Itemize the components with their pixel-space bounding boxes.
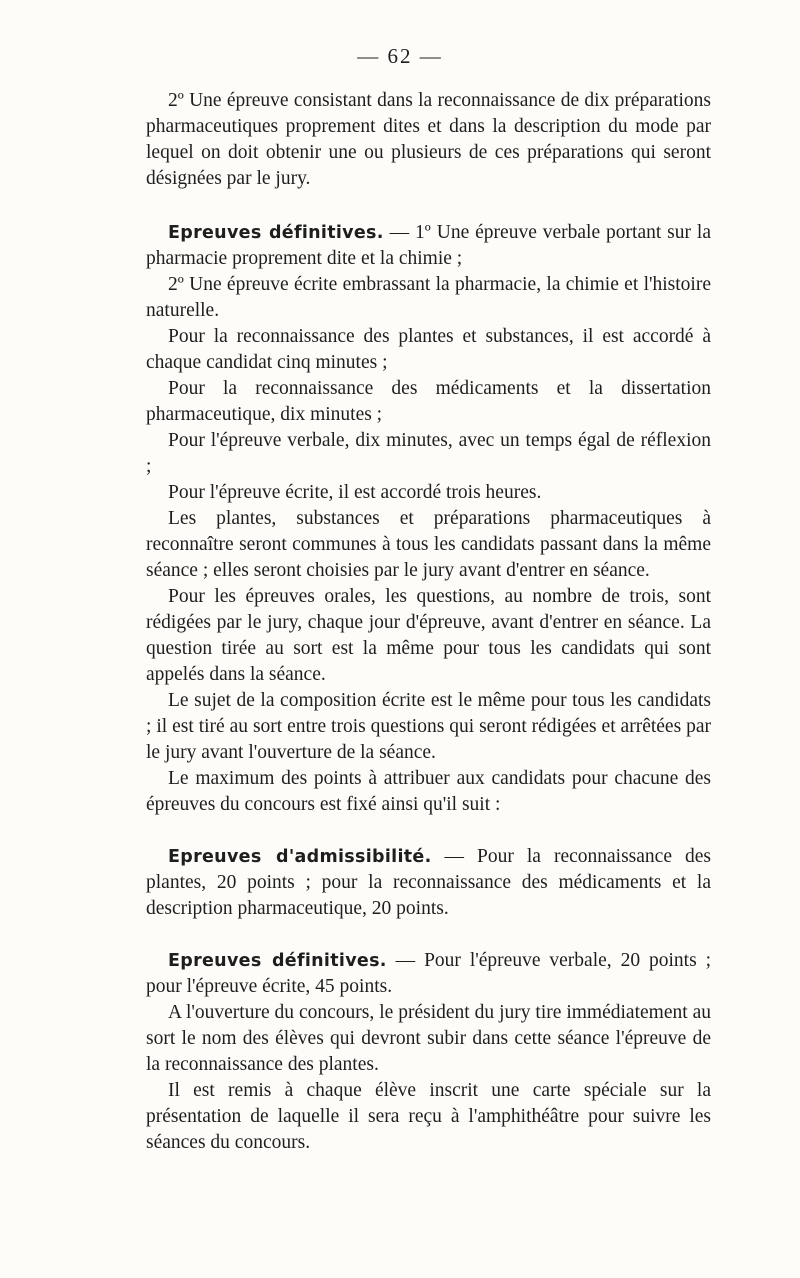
paragraph: 2º Une épreuve consistant dans la reconnaissance de dix préparations pharmaceutiques proprement dites et dans la description du mode par lequel on doit obtenir une ou plusieurs de ces préparations qui seront désignées par le jury.	[146, 90, 711, 189]
section-heading: Epreuves définitives.	[168, 223, 384, 243]
paragraph: Le sujet de la composition écrite est le même pour tous les candidats ; il est tiré au sort entre trois questions qui seront rédigées et arrêtées par le jury avant l'ouverture de la séance.	[146, 690, 711, 763]
paragraph: Les plantes, substances et préparations pharmaceutiques à reconnaître seront communes à tous les candidats passant dans la même séance ; elles seront choisies par le jury avant d'entrer en séance.	[146, 508, 711, 581]
section-definitives-1	[146, 220, 711, 272]
paragraph: Il est remis à chaque élève inscrit une carte spéciale sur la présentation de laquelle il sera reçu à l'amphithéâtre pour suivre les séances du concours.	[146, 1080, 711, 1153]
paragraph: Pour l'épreuve écrite, il est accordé trois heures.	[168, 482, 542, 503]
paragraph-text: — Pour l'épreuve verbale, 20 points ; pour l'épreuve écrite, 45 points.	[146, 950, 711, 997]
section-admissibilite	[146, 844, 711, 922]
paragraph: Pour l'épreuve verbale, dix minutes, avec un temps égal de réflexion ;	[146, 430, 711, 477]
paragraph: Le maximum des points à attribuer aux candidats pour chacune des épreuves du concours est fixé ainsi qu'il suit :	[146, 768, 711, 815]
page-number: — 62 —	[357, 44, 443, 68]
paragraph-text: — Pour la reconnaissance des plantes, 20 points ; pour la reconnaissance des médicaments et la description pharmaceutique, 20 points.	[146, 846, 711, 919]
paragraph: A l'ouverture du concours, le président du jury tire immédiatement au sort le nom des élèves qui devront subir dans cette séance l'épreuve de la reconnaissance des plantes.	[146, 1002, 711, 1075]
paragraph-text: — 1º Une épreuve verbale portant sur la pharmacie proprement dite et la chimie ;	[146, 222, 711, 269]
paragraph: 2º Une épreuve écrite embrassant la pharmacie, la chimie et l'histoire naturelle.	[146, 274, 711, 321]
section-heading: Epreuves définitives.	[168, 951, 387, 971]
paragraph: Pour la reconnaissance des médicaments et la dissertation pharmaceutique, dix minutes ;	[146, 378, 711, 425]
section-heading: Epreuves d'admissibilité.	[168, 847, 432, 867]
paragraph: Pour la reconnaissance des plantes et substances, il est accordé à chaque candidat cinq minutes ;	[146, 326, 711, 373]
body-text	[146, 88, 711, 1156]
section-definitives-2	[146, 948, 711, 1000]
paragraph: Pour les épreuves orales, les questions, au nombre de trois, sont rédigées par le jury, chaque jour d'épreuve, avant d'entrer en séance. La question tirée au sort est la même pour tous les candidats qui sont appelés dans la séance.	[146, 586, 711, 685]
